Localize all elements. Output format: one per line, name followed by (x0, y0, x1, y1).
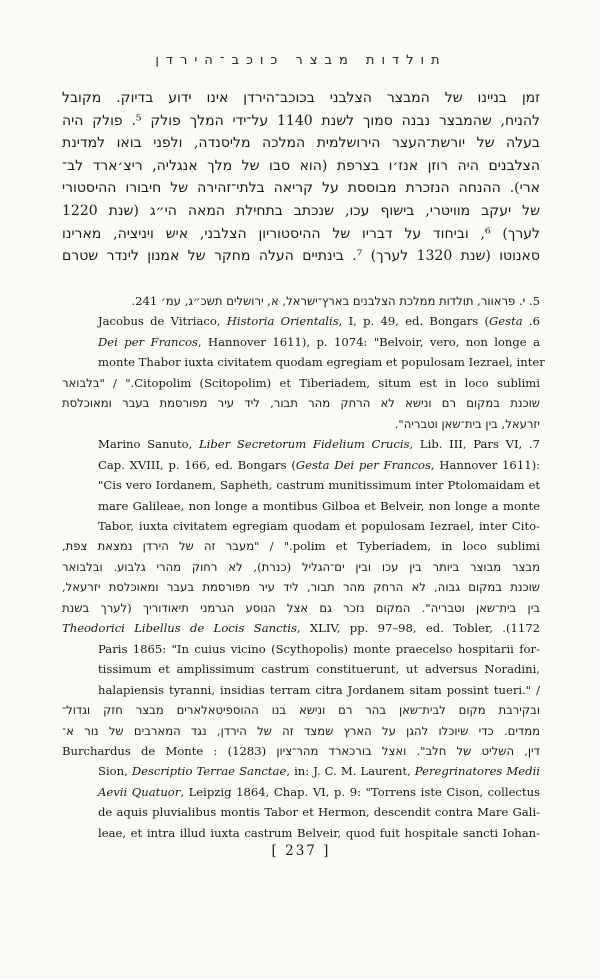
text-segment: הצלבנים היה רוזן אנז׳ו בצרפת (הוא סבו של מלך אנגליה, ריצ׳ארד לב־ (62, 157, 540, 174)
footnote-line (62, 598, 540, 618)
body-text-line (62, 223, 540, 246)
footnote-line (98, 475, 540, 495)
footnote-line (62, 700, 540, 720)
text-segment: זמן בניינו של המבצר הצלבני בכוכב־הירדן אינו ידוע בדיוק. מקובל (62, 90, 540, 106)
footnote-line (98, 311, 540, 331)
body-text-line (62, 132, 540, 155)
text-segment: של יעקב מוויטרי, בישוף עכו, שנכתב בתחילת המאה הי״ג (שנת 1220 (62, 202, 540, 219)
text-segment: Cap. XVIII, p. 166, ed. Bongars ( (98, 457, 296, 472)
footnote-line (98, 823, 540, 843)
text-segment: דין, השליט של חלב". ואצל בורכארד מהר־ציון (1283) : Burchardus de Monte‎ (62, 743, 540, 758)
text-segment: , Hannover 1611): (430, 457, 540, 472)
page-number: [ 237 ] (271, 843, 331, 859)
cited-work-title: Gesta (489, 314, 523, 329)
cited-work-title: Peregrinatores Medii (414, 764, 540, 779)
text-segment: , in: J. C. M. Laurent, (286, 764, 415, 779)
footnote-line (98, 680, 540, 700)
cited-work-title: Liber Secretorum Fidelium Crucis (198, 437, 410, 452)
text-segment: ממדים. כדי שיוכלו להגן על הארץ שמצד זה של הירדן, נגד המארבים של נור א־ (62, 723, 540, 738)
text-segment: 1172). (492, 621, 540, 636)
body-text-line (62, 245, 540, 268)
footnote-line (98, 761, 540, 781)
text-segment: שוכנת במקום רם ונישא לא הרחק מהר תבור, ליד עיר מפורסמת בעבר ומאוכלסת (62, 396, 540, 411)
footnote-5 (62, 291, 540, 311)
body-text-line (62, 110, 540, 133)
footnote-6 (62, 311, 545, 434)
text-segment: מבצר מבוצר ביותר בין עכו ובין ים־הגליל (כנרת), לא רחוק מהרי גלבוע. ובלבואר (62, 559, 540, 574)
text-segment: 6. Jacobus de Vitriaco, (98, 314, 540, 329)
footnotes-section (62, 291, 545, 843)
body-paragraph (62, 87, 540, 268)
text-segment: Tabor, iuxta civitatem egregiam quodam et populosam Iezrael, inter Cito- (98, 518, 540, 533)
text-segment: סאנוטו (שנת 1320 לערך) ⁷. בינתיים העלה מחקר של אמנון לינדר שטרם (62, 248, 540, 265)
cited-work-title: Historia Orientalis (226, 314, 339, 329)
text-segment: לערך) ⁶, וביחוד על דבריו של ההיסטוריון הצלבני, איש ויניציה, מארינו (62, 225, 540, 242)
footnote-line (98, 782, 540, 802)
cited-work-title: Gesta Dei per Francos (295, 457, 431, 472)
text-segment: , I, p. 49, ed. Bongars ( (338, 314, 489, 329)
footnote-line (98, 802, 540, 822)
footnote-line (98, 516, 540, 536)
cited-work-title: Aevii Quatuor (98, 784, 181, 799)
text-segment: ובקירבת מקום לבית־שאן בהר רם ונישא בנו ההוספיטאלארים מבצר חזק וגדול־ (62, 703, 540, 718)
text-segment: בעלה של יורשת־העצר הירושלמית המלכה מליסנדה, ולפני בואו למדינת (62, 135, 540, 152)
footnote-line (62, 414, 540, 434)
text-segment: monte Thabor iuxta civitatem quodam egregiam et populosam Iezrael, inter (98, 355, 545, 370)
text-segment: 5. י. פראוור, תולדות ממלכת הצלבנים בארץ־ישראל, א, ירושלים תשכ״ג, עמ׳ 241. (131, 294, 540, 308)
text-segment: שוכנת במקום גבוה, לא הרחק מהר תבור, ליד עיר מפורסמת בעבר ומאוכלסת יזרעאל, (62, 580, 540, 595)
footnote-line (98, 352, 545, 372)
footnote-line (62, 393, 540, 413)
text-segment: polim et Tyberiadem, in loco sublimi." / "מעבר זה של הירדן נמצאת צפת, (62, 539, 540, 554)
text-segment: 7. Marino Sanuto, (98, 437, 540, 452)
text-segment: Paris 1865: "In cuius vicino (Scythopolis) monte praecelso hospitarii for- (98, 641, 540, 656)
footnote-line (62, 721, 540, 741)
body-text-line (62, 177, 540, 200)
text-segment: Citopolim (Scitopolim) et Tiberiadem, situm est in loco sublimi." / "בלבואר (62, 375, 540, 390)
body-text-line (62, 87, 540, 110)
footnote-line (62, 577, 540, 597)
body-text-line (62, 155, 540, 178)
text-segment: leae, et intra illud iuxta castrum Belveir, quod fuit hospitale sancti Iohan- (98, 825, 540, 840)
text-segment: , Hannover 1611), p. 1074: "Belvoir, vero, non longe a (197, 334, 540, 349)
text-segment: להניח, שהמבצר נבנה סמוך לשנת 1140 על־ידי המלך פולק ⁵. פולק היה (62, 112, 540, 129)
text-segment: , Lib. III, Pars VI,‎ (409, 437, 523, 452)
text-segment: mare Galileae, non longe a montibus Gilboa et Belveir, non longe a monte (98, 498, 540, 513)
footnote-7 (62, 434, 540, 843)
text-segment: halapiensis tyranni, insidias terram citra Jordanem sitam possint tueri." / (98, 682, 540, 697)
text-segment: tissimum et amplissimum castrum constituerunt, ut adversus Noradini, (98, 662, 540, 677)
footnote-line (62, 741, 540, 761)
text-segment: , Leipzig 1864, Chap. VI, p. 9: "Torrens iste Cison, collectus (180, 784, 540, 799)
footnote-line (98, 455, 540, 475)
footnote-line (62, 536, 540, 556)
footnote-line (98, 496, 540, 516)
footnote-line (98, 434, 540, 454)
cited-work-title: Dei per Francos (98, 334, 198, 349)
text-segment: Sion, (98, 764, 132, 779)
text-segment: בין בית־שאן וטבריה". המקום נזכר גם אצל הנוסע הגרמני תיאודוריך (לערך בשנת (62, 600, 540, 615)
footnote-line (62, 373, 540, 393)
text-segment: ארי). ההנחה הנזכרת מבוססת על קריאה בלתי־זהירה של חיבורו ההיסטורי (62, 180, 540, 197)
cited-work-title: Descriptio Terrae Sanctae (131, 764, 287, 779)
cited-work-title: Theodorici Libellus de Locis Sanctis (62, 621, 297, 636)
footnote-line (62, 618, 540, 638)
body-text-line (62, 200, 540, 223)
footnote-line (62, 557, 540, 577)
footnote-line (98, 332, 540, 352)
text-segment: , XLIV, pp. 97–98, ed. Tobler,‎ (296, 621, 493, 636)
footnote-line (62, 291, 540, 311)
text-segment: de aquis pluvialibus montis Tabor et Hermon, descendit contra Mare Gali- (98, 805, 540, 820)
footnote-line (98, 659, 540, 679)
text-segment: יזרעאל, בין בית־שאן וטבריה". (394, 416, 540, 431)
text-segment: "Cis vero Iordanem, Sapheth, castrum munitissimum inter Ptolomaidam et (98, 478, 540, 493)
footnote-line (98, 639, 540, 659)
running-header: תולדות מבצר כוכב־הירדן (155, 53, 447, 68)
